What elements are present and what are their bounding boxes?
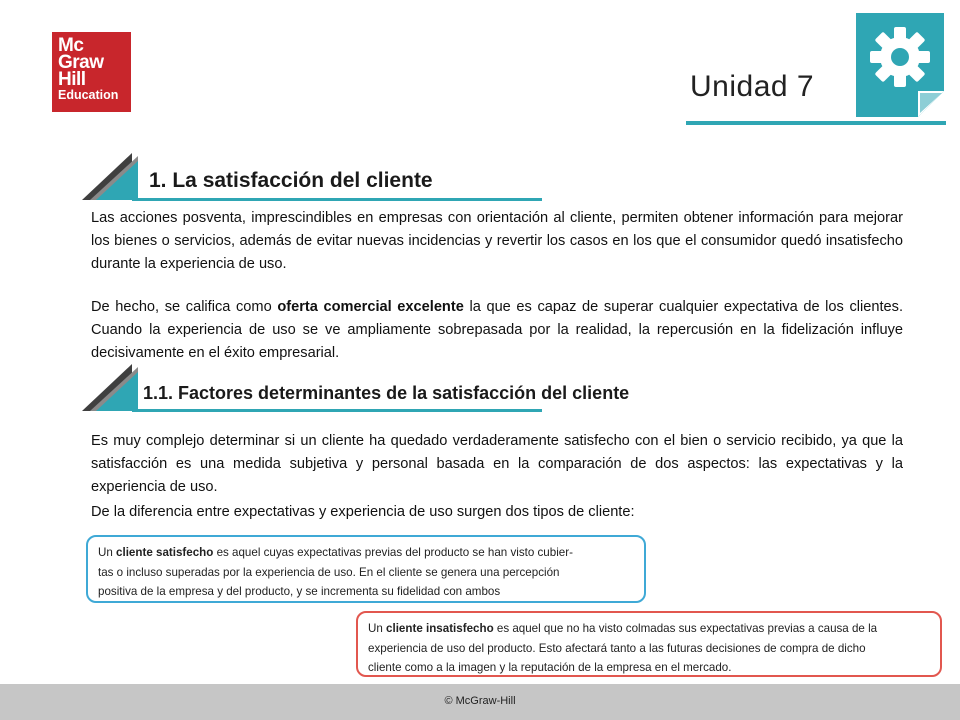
section-title-1: 1. La satisfacción del cliente bbox=[149, 169, 433, 192]
satisfied-prefix: Un bbox=[98, 546, 117, 559]
satisfied-line-1-rest: es aquel cuyas expectativas previas del producto se han visto cubier- bbox=[213, 546, 573, 559]
section-heading-1-1 bbox=[82, 364, 630, 412]
paragraph-oferta-start: De hecho, se califica como bbox=[91, 299, 278, 315]
unsatisfied-line-1-rest: es aquel que no ha visto colmadas sus expectativas previas a causa de la bbox=[493, 622, 878, 635]
paragraph-posventa: Las acciones posventa, imprescindibles en empresas con orientación al cliente, permiten obtener información para mejorar los bienes o servicios, además de evitar nuevas incidencias y revertir los casos en los que el consumidor quedó insatisfecho durante la experiencia de uso. bbox=[91, 210, 903, 272]
mcgraw-hill-logo bbox=[52, 32, 131, 112]
logo-line-4: Education bbox=[58, 88, 119, 102]
unsatisfied-prefix: Un bbox=[368, 622, 387, 635]
unit-title: Unidad 7 bbox=[690, 70, 815, 103]
logo-line-1: Mc bbox=[58, 35, 84, 56]
satisfied-term: cliente satisfecho bbox=[116, 546, 214, 559]
unit-underline bbox=[686, 121, 946, 125]
logo-line-3: Hill bbox=[58, 69, 86, 90]
unsatisfied-term: cliente insatisfecho bbox=[386, 622, 494, 635]
unsatisfied-line-2: experiencia de uso del producto. Esto afectará tanto a las futuras decisiones de compra de dicho bbox=[368, 641, 866, 655]
logo-line-2: Graw bbox=[58, 52, 104, 73]
unsatisfied-client-box bbox=[356, 611, 942, 677]
footer-bar bbox=[0, 684, 960, 720]
section-heading-1 bbox=[82, 153, 542, 201]
paragraph-oferta-end: la que es capaz de superar cualquier expectativa de los clientes. Cuando la experiencia de uso se ve ampliamente sobrepasada por la realidad, la repercusión en la fidelización influye decisivamente en el éxito empresarial. bbox=[91, 299, 904, 361]
paragraph-oferta bbox=[91, 296, 903, 365]
satisfied-line-3: positiva de la empresa y del producto, y se incrementa su fidelidad con ambos bbox=[98, 585, 501, 598]
oferta-comercial-bold: oferta comercial excelente bbox=[277, 299, 464, 315]
paragraph-factores: Es muy complejo determinar si un cliente ha quedado verdaderamente satisfecho con el bien o servicio recibido, ya que la satisfacción es una medida subjetiva y personal basada en la comparación de dos aspectos: las expectativas y la experiencia de uso. bbox=[91, 433, 903, 495]
section-title-1-1: 1.1. Factores determinantes de la satisfacción del cliente bbox=[143, 383, 630, 403]
paragraph-tipos: De la diferencia entre expectativas y experiencia de uso surgen dos tipos de cliente: bbox=[91, 504, 635, 520]
satisfied-client-box bbox=[86, 535, 646, 603]
satisfied-line-2: tas o incluso superadas por la experiencia de uso. En el cliente se genera una percepción bbox=[98, 565, 560, 579]
gear-document-icon bbox=[856, 13, 944, 117]
unsatisfied-line-1 bbox=[368, 619, 930, 639]
satisfied-line-1 bbox=[98, 543, 634, 563]
unsatisfied-line-3: cliente como a la imagen y la reputación de la empresa en el mercado. bbox=[368, 661, 732, 674]
copyright-text: © McGraw-Hill bbox=[444, 695, 516, 707]
